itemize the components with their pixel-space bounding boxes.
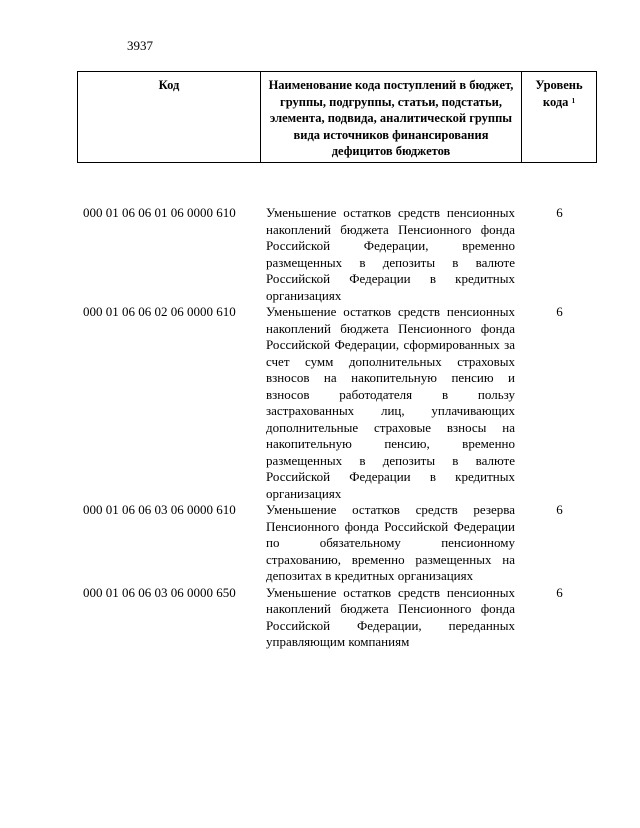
table-row [77,205,596,304]
row-name: Уменьшение остатков средств пенсионных накоплений бюджета Пенсионного фонда Российской Федерации, временно размещенных в депозиты в валюте Российской Федерации в кредитных организациях [266,205,515,303]
table-header [77,71,597,163]
header-name [261,72,522,163]
row-level: 6 [556,205,563,220]
row-code: 000 01 06 06 03 06 0000 650 [83,584,236,600]
header-code [78,72,261,163]
header-level-label: Уровень кода [535,78,583,109]
page-number: 3937 [127,38,153,53]
header-name-label: Наименование кода поступлений в бюджет, группы, подгруппы, статьи, подстатьи, элемента, подвида, аналитической группы вида источников финансирования дефицитов бюджетов [268,78,514,158]
table-row [77,502,596,585]
table-row [77,304,596,502]
row-code: 000 01 06 06 01 06 0000 610 [83,205,236,220]
header-level-footnote: 1 [571,96,576,105]
header-row [78,72,597,163]
table-row [77,585,596,651]
row-code: 000 01 06 06 03 06 0000 610 [83,502,236,517]
row-level: 6 [556,502,563,517]
header-level [522,72,597,163]
row-level: 6 [556,304,563,319]
table-body [77,205,596,651]
header-code-label: Код [158,78,180,92]
row-name: Уменьшение остатков средств пенсионных накоплений бюджета Пенсионного фонда Российской Федерации, переданных управляющим компаниям [266,584,515,649]
row-code: 000 01 06 06 02 06 0000 610 [83,304,236,319]
row-name: Уменьшение остатков средств резерва Пенсионного фонда Российской Федерации по обязательному пенсионному страхованию, временно размещенных на депозитах в кредитных организациях [266,502,515,583]
row-level: 6 [556,584,563,600]
row-name: Уменьшение остатков средств пенсионных накоплений бюджета Пенсионного фонда Российской Федерации, сформированных за счет сумм дополнительных страховых взносов на накопительную пенсию и взносов работодателя в пользу застрахованных лиц, уплачивающих дополнительные страховые взносы на накопительную пенсию, временно размещенных в депозиты в валюте Российской Федерации в кредитных организациях [266,304,515,501]
